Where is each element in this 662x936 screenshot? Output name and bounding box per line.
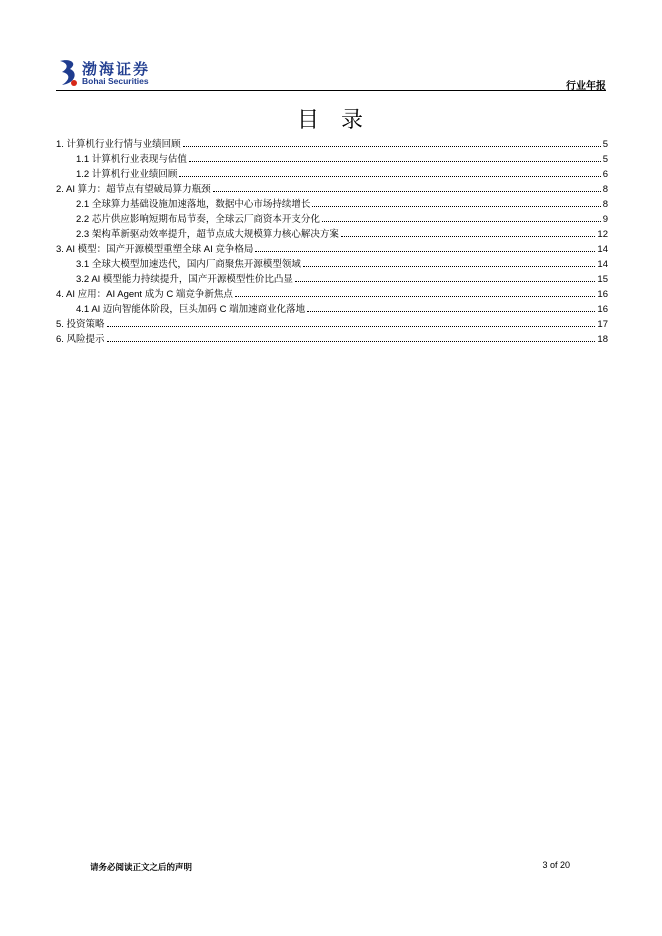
toc-leader-dots (189, 161, 601, 162)
toc-leader-dots (235, 296, 596, 297)
toc-entry-label: 2.1 全球算力基础设施加速落地，数据中心市场持续增长 (76, 199, 311, 210)
toc-entry-label: 4.1 AI 迈向智能体阶段，巨头加码 C 端加速商业化落地 (76, 304, 306, 315)
toc-entry-label: 6. 风险提示 (56, 334, 105, 345)
toc-leader-dots (307, 311, 595, 312)
toc-entry[interactable] (56, 317, 608, 332)
toc-leader-dots (183, 146, 601, 147)
toc-entry[interactable] (56, 197, 608, 212)
toc-entry-label: 1.1 计算机行业表现与估值 (76, 154, 187, 165)
table-of-contents (56, 137, 608, 347)
toc-entry-page: 16 (597, 304, 608, 315)
toc-leader-dots (213, 191, 601, 192)
toc-entry-page: 5 (602, 154, 608, 165)
toc-entry-label: 1.2 计算机行业业绩回顾 (76, 169, 178, 180)
toc-entry-label: 5. 投资策略 (56, 319, 105, 330)
header-divider (56, 90, 606, 91)
toc-leader-dots (322, 221, 601, 222)
bohai-logo (56, 58, 186, 90)
toc-entry-label: 3.1 全球大模型加速迭代，国内厂商聚焦开源模型领域 (76, 259, 301, 270)
toc-leader-dots (107, 341, 596, 342)
toc-leader-dots (312, 206, 600, 207)
toc-leader-dots (341, 236, 596, 237)
toc-leader-dots (179, 176, 600, 177)
toc-entry-label: 1. 计算机行业行情与业绩回顾 (56, 139, 181, 150)
toc-entry-label: 3. AI 模型：国产开源模型重塑全球 AI 竞争格局 (56, 244, 254, 255)
toc-entry-page: 6 (602, 169, 608, 180)
toc-entry[interactable] (56, 182, 608, 197)
toc-entry-label: 2.2 芯片供应影响短期布局节奏，全球云厂商资本开支分化 (76, 214, 320, 225)
toc-entry[interactable] (56, 287, 608, 302)
toc-entry-page: 14 (597, 259, 608, 270)
page-indicator: 3 of 20 (542, 860, 570, 870)
toc-entry[interactable] (56, 227, 608, 242)
toc-entry-page: 14 (597, 244, 608, 255)
footer-disclaimer: 请务必阅读正文之后的声明 (90, 862, 193, 872)
bohai-logo-mark-icon (56, 58, 80, 88)
toc-leader-dots (255, 251, 595, 252)
report-type-label: 行业年报 (566, 81, 606, 92)
toc-entry[interactable] (56, 257, 608, 272)
toc-entry[interactable] (56, 242, 608, 257)
toc-entry[interactable] (56, 137, 608, 152)
toc-leader-dots (303, 266, 596, 267)
toc-entry-label: 4. AI 应用：AI Agent 成为 C 端竞争新焦点 (56, 289, 233, 300)
toc-leader-dots (107, 326, 596, 327)
logo-english-name: Bohai Securities (82, 76, 149, 86)
toc-entry-page: 15 (597, 274, 608, 285)
toc-entry-page: 8 (602, 199, 608, 210)
logo-chinese-name: 渤海证券 (82, 60, 151, 78)
toc-entry[interactable] (56, 167, 608, 182)
toc-entry-page: 5 (602, 139, 608, 150)
toc-entry-page: 12 (597, 229, 608, 240)
toc-leader-dots (295, 281, 595, 282)
toc-title: 目录 (296, 108, 385, 133)
toc-entry-page: 9 (602, 214, 608, 225)
toc-entry[interactable] (56, 302, 608, 317)
toc-entry[interactable] (56, 332, 608, 347)
toc-entry-page: 18 (597, 334, 608, 345)
toc-entry[interactable] (56, 272, 608, 287)
toc-entry[interactable] (56, 152, 608, 167)
toc-entry-label: 2. AI 算力：超节点有望破局算力瓶颈 (56, 184, 211, 195)
toc-entry-page: 16 (597, 289, 608, 300)
toc-entry-page: 8 (602, 184, 608, 195)
toc-entry-label: 2.3 架构革新驱动效率提升，超节点成大规模算力核心解决方案 (76, 229, 339, 240)
toc-entry-label: 3.2 AI 模型能力持续提升，国产开源模型性价比凸显 (76, 274, 293, 285)
toc-entry[interactable] (56, 212, 608, 227)
toc-entry-page: 17 (597, 319, 608, 330)
